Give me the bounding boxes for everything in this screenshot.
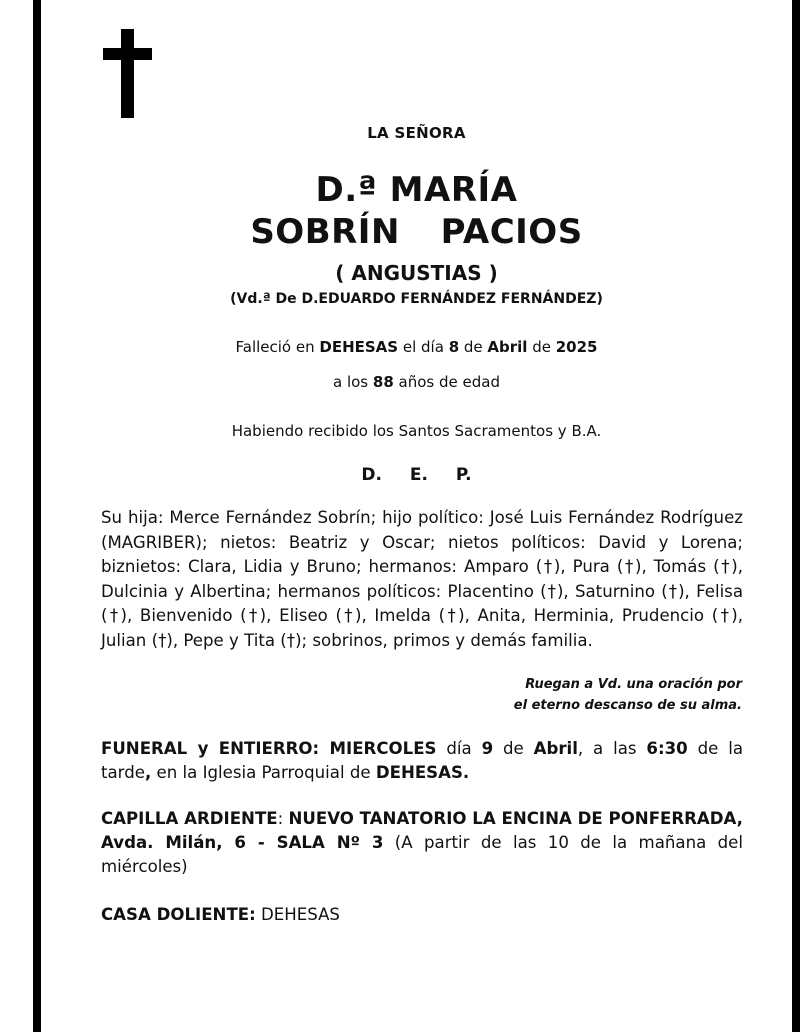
mourning-house (101, 903, 743, 927)
deceased-name-line1: D.ª MARÍA (315, 170, 518, 210)
prayer-line-2: el eterno descanso de su alma. (513, 698, 742, 713)
funeral-text: día (436, 739, 482, 758)
funeral-place: DEHESAS (375, 763, 463, 782)
mourning-house-label: CASA DOLIENTE: (101, 905, 256, 924)
funeral-text: , a las (577, 739, 647, 758)
cross-vertical-bar (121, 29, 134, 118)
funeral-day: 9 (481, 739, 494, 758)
chapel-note: (A partir de las 10 de la mañana del miércoles) (101, 833, 743, 876)
death-statement (41, 337, 792, 357)
death-text: de (459, 338, 488, 356)
funeral-text: de (493, 739, 534, 758)
widow-of: (Vd.ª De D.EDUARDO FERNÁNDEZ FERNÁNDEZ) (230, 291, 603, 307)
funeral-time: 6:30 (646, 739, 688, 758)
age-value: 88 (372, 373, 394, 391)
age-statement (41, 372, 792, 392)
deceased-surnames: SOBRÍN PACIOS (250, 212, 583, 252)
sacraments-statement: Habiendo recibido los Santos Sacramentos y B.A. (231, 422, 602, 440)
funeral-info (101, 737, 743, 785)
age-prefix: a los (333, 373, 373, 391)
mourning-house-value: DEHESAS (255, 905, 340, 924)
death-place: DEHESAS (319, 338, 399, 356)
right-border-bar (792, 0, 800, 1032)
chapel-venue: NUEVO TANATORIO LA ENCINA DE PONFERRADA, Avda. Milán, 6 - SALA Nº 3 (101, 809, 743, 852)
left-border-bar (33, 0, 41, 1032)
deceased-name-line2 (41, 212, 792, 252)
funeral-label: FUNERAL y ENTIERRO: MIERCOLES (101, 739, 437, 758)
funeral-text: de la tarde (101, 739, 743, 782)
family-paragraph: Su hija: Merce Fernández Sobrín; hijo político: José Luis Fernández Rodríguez (MAGRIBER); nietos: Beatriz y Oscar; nietos políticos: David y Lorena; biznietos: Clara, Lidia y Bruno; hermanos: Amparo (†), Pura (†), Tomás (†), Dulcinia y Albertina; hermanos políticos: Placentino (†), Saturnino (†), Felisa (†), Bienvenido (†), Eliseo (†), Imelda (†), Anita, Herminia, Prudencio (†), Julian (†), Pepe y Tita (†); sobrinos, primos y demás familia. (101, 508, 743, 650)
cross-horizontal-bar (103, 48, 152, 60)
title-la-senora: LA SEÑORA (367, 124, 466, 142)
prayer-line-1: Ruegan a Vd. una oración por (525, 677, 742, 692)
funeral-comma: , (144, 763, 152, 782)
funeral-text: en la Iglesia Parroquial de (151, 763, 376, 782)
death-prefix: Falleció en (235, 338, 320, 356)
chapel-label: CAPILLA ARDIENTE (101, 809, 278, 828)
dep-abbreviation: D. E. P. (361, 465, 472, 485)
death-year: 2025 (555, 338, 598, 356)
death-month: Abril (487, 338, 528, 356)
funeral-period: . (462, 763, 470, 782)
cross-icon (103, 29, 152, 118)
funeral-month: Abril (533, 739, 578, 758)
deceased-alias: ( ANGUSTIAS ) (335, 261, 498, 285)
death-day: 8 (448, 338, 460, 356)
death-text: de (527, 338, 556, 356)
chapel-colon: : (277, 809, 289, 828)
age-suffix: años de edad (393, 373, 500, 391)
chapel-info (101, 807, 743, 879)
prayer-request (400, 674, 742, 716)
death-text: el día (398, 338, 449, 356)
